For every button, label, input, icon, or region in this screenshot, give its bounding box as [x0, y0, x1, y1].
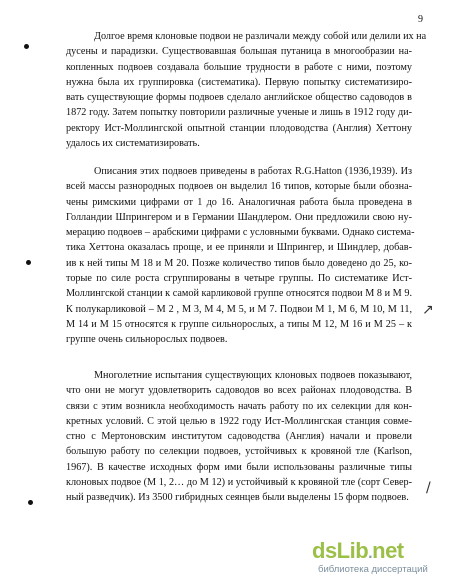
text-line: Описания этих подвоев приведены в работах R.G.Hatton (1936,1939). Из [94, 166, 412, 177]
text-line: ив к ней типы М 18 и М 20. Позже количество типов было доведено до 25, ко- [66, 257, 412, 269]
text-line: торые по силе роста сгруппированы в четыре группы. По систематике Ист- [66, 273, 412, 285]
text-line: чены римскими цифрами от 1 до 16. Аналогичная работа была проведена в [66, 196, 412, 208]
text-line: тика Хеттона оказалась проще, и ее приняли и Шпрингер, и Шиндлер, добав- [66, 242, 412, 254]
text-line: клоновых подвое (М 1, 2… до М 12) и устойчивый к кровяной тле (сорт Север- [66, 477, 412, 489]
text-line: всей массы разнородных подвоев он выделил 16 типов, которые были обозна- [66, 181, 412, 193]
text-line: нужна была их группировка (систематика). Первую попытку систематизиро- [66, 76, 412, 88]
text-line: копленных подвоев создавала большие трудности в работе с ними, поэтому [66, 61, 412, 73]
margin-bullet-top [24, 44, 29, 49]
text-line: К полукарликовой – М 2 , М 3, М 4, М 5, и М 7. Подвои М 1, М 6, М 10, М 11, [66, 303, 412, 315]
text-line: что они не могут удовлетворить садоводов во всех районах плодоводства. В [66, 385, 412, 397]
page-number: 9 [418, 14, 423, 25]
text-line: 1967). В качестве исходных форм ими были использованы различные типы [66, 461, 412, 473]
text-line: стно с Мертоновским институтом садоводства (Англия) начали и провели [66, 431, 412, 443]
watermark-brand-tld: net [372, 538, 404, 563]
text-line: вать существующие формы подвоев сделало английское общество садоводов в [66, 92, 412, 104]
watermark-brand-main: dsLib [312, 538, 369, 563]
text-line: кретных условий. С этой целью в 1922 году Ист-Моллингская станция совме- [66, 415, 412, 427]
text-line: Моллингской станции к самой карликовой группе относятся подвои М 8 и М 9. [66, 288, 412, 300]
paragraph-3 [66, 368, 412, 506]
paragraph-2 [66, 164, 415, 348]
text-line: мерацию подвоев – арабскими цифрами с условными буквами. Однако система- [66, 227, 415, 239]
text-line: связи с этим возникла необходимость начать работу по их селекции для кон- [66, 400, 412, 412]
text-line: группе очень сильнорослых подвоев. [66, 334, 228, 346]
text-line: Голландии Шпрингером и в Германии Шандлером. Они предложили свою ну- [66, 211, 412, 223]
handwritten-mark-bottom: / [426, 480, 431, 496]
text-line: ректору Ист-Моллингской опытной станции плодоводства (Англия) Хеттону [66, 122, 412, 134]
watermark-subtitle: библиотека диссертаций [318, 564, 428, 575]
watermark-brand [312, 538, 404, 564]
text-line: дусены и парадизки. Существовавшая большая путаница в многообразии на- [66, 46, 412, 58]
watermark-logo [312, 538, 448, 582]
text-line: большую работу по селекции подвоев, устойчивых к кровяной тле (Karlson, [66, 446, 412, 458]
text-line: М 14 и М 15 относятся к группе сильнорослых, а типы М 12, М 16 и М 25 – к [66, 318, 412, 330]
paragraph-1 [66, 29, 427, 151]
text-line: удалось их систематизировать. [66, 138, 200, 150]
text-line: ный разведчик). Из 3500 гибридных сеянцев были выделены 15 форм подвоев. [66, 492, 409, 504]
text-line: 1872 году. Затем попытку повторили различные ученые и лишь в 1912 году ди- [66, 107, 412, 119]
text-line: Многолетние испытания существующих клоновых подвоев показывают, [94, 370, 412, 381]
margin-bullet-bottom [28, 500, 33, 505]
watermark-brand-dot: . [368, 545, 373, 562]
handwritten-mark-right: ↗ [422, 302, 434, 318]
text-line: Долгое время клоновые подвои не различали между собой или делили их на [94, 31, 427, 42]
margin-bullet-middle [26, 260, 31, 265]
